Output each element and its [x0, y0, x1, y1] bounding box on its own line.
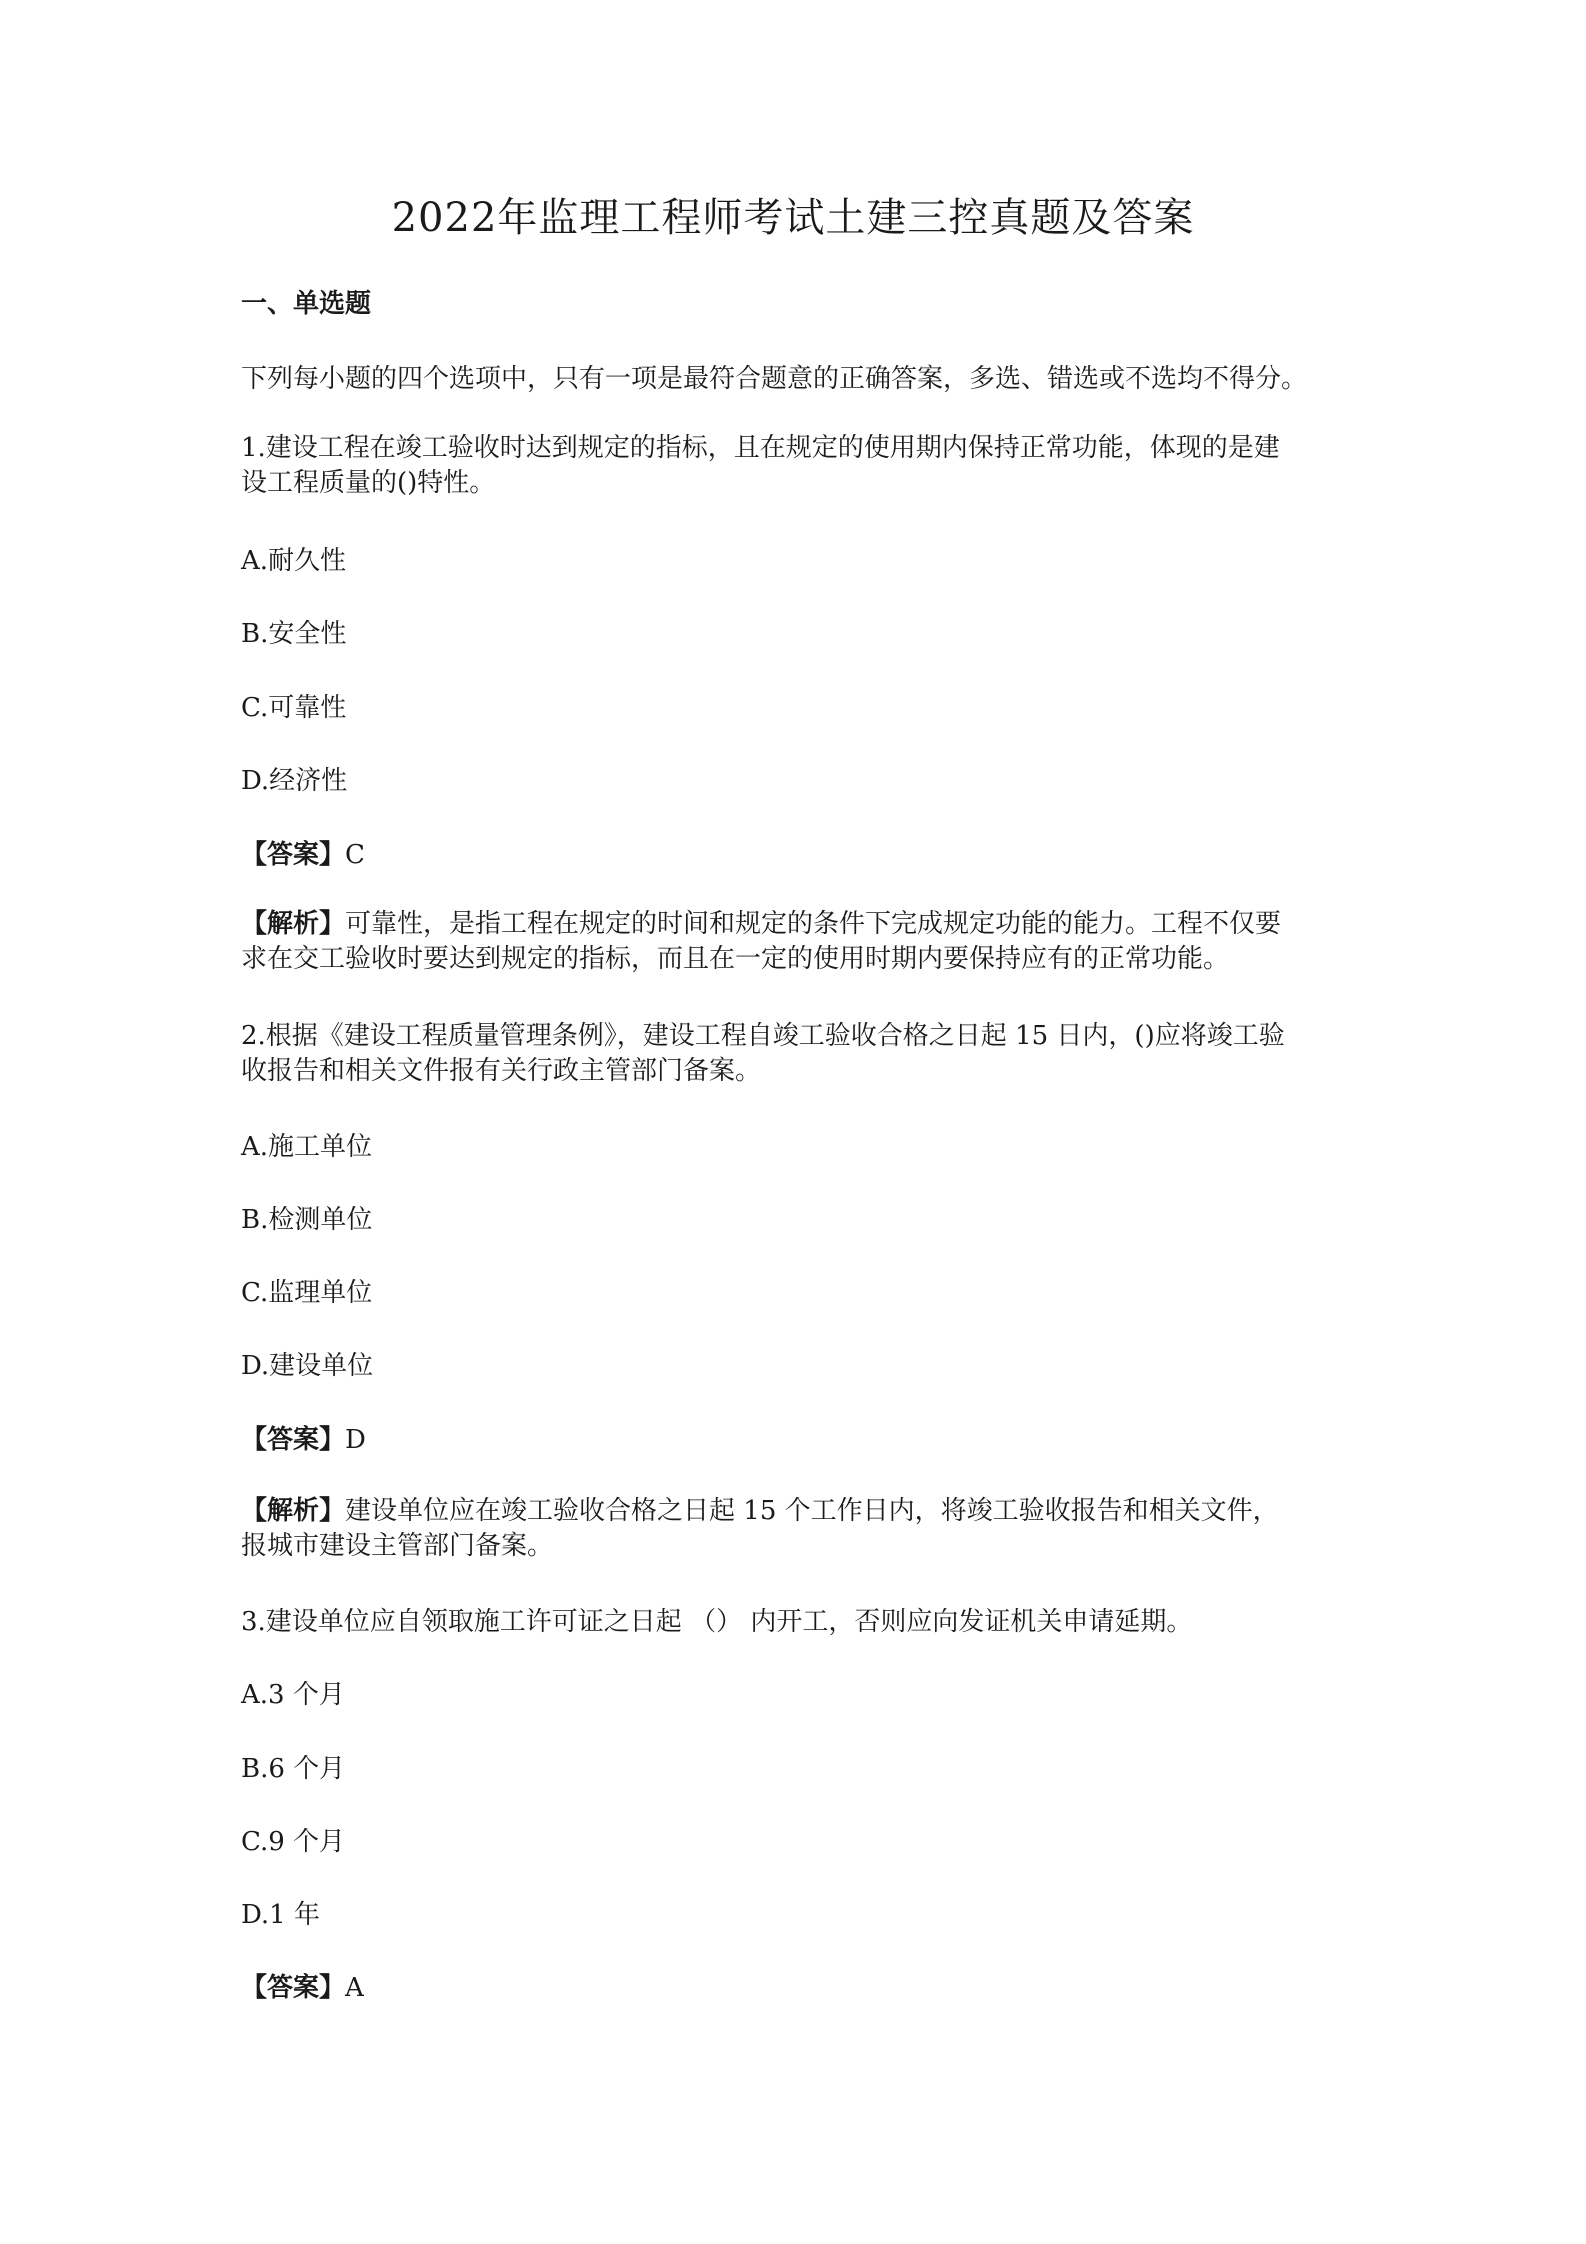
question-1-option-b: B.安全性 [241, 619, 347, 649]
question-2-stem-line-1: 2.根据《建设工程质量管理条例》，建设工程自竣工验收合格之日起 15 日内，()应将竣工验 [241, 1021, 1285, 1051]
question-2-answer [241, 1423, 1361, 1457]
question-1-stem-line-1: 1.建设工程在竣工验收时达到规定的指标，且在规定的使用期内保持正常功能，体现的是建 [241, 433, 1280, 463]
analysis-tag: 【解析】 [241, 909, 346, 939]
question-1-option-a: A.耐久性 [241, 546, 347, 576]
question-3-option-a: A.3 个月 [241, 1680, 345, 1710]
question-2-stem-line-2: 收报告和相关文件报有关行政主管部门备案。 [241, 1056, 762, 1086]
question-1-stem-line-2: 设工程质量的()特性。 [241, 468, 496, 498]
question-1-stem [241, 431, 1361, 501]
question-2-analysis-line-1 [241, 1494, 1361, 1529]
question-3-option-d: D.1 年 [241, 1900, 320, 1930]
answer-value: D [345, 1425, 366, 1455]
analysis-tag: 【解析】 [241, 1496, 346, 1526]
question-2-option-d: D.建设单位 [241, 1351, 374, 1381]
question-1-option-c: C.可靠性 [241, 693, 347, 723]
answer-tag: 【答案】 [241, 1973, 346, 2003]
question-2-option-c: C.监理单位 [241, 1278, 373, 1308]
question-2-option-a: A.施工单位 [241, 1132, 373, 1162]
question-3-answer [241, 1971, 1361, 2005]
question-1-option-d: D.经济性 [241, 766, 348, 796]
section-heading: 一、单选题 [241, 289, 372, 319]
question-3-option-c: C.9 个月 [241, 1827, 346, 1857]
answer-value: A [345, 1973, 364, 2003]
instructions-text: 下列每小题的四个选项中，只有一项是最符合题意的正确答案，多选、错选或不选均不得分。 [241, 364, 1308, 394]
answer-value: C [345, 840, 365, 870]
answer-tag: 【答案】 [241, 840, 346, 870]
question-3-option-b: B.6 个月 [241, 1754, 346, 1784]
document-title: 2022年监理工程师考试土建三控真题及答案 [391, 195, 1195, 241]
analysis-text: 可靠性，是指工程在规定的时间和规定的条件下完成规定功能的能力。工程不仅要 [345, 909, 1282, 939]
question-2-option-b: B.检测单位 [241, 1205, 373, 1235]
question-1-analysis-line-2: 求在交工验收时要达到规定的指标，而且在一定的使用时期内要保持应有的正常功能。 [241, 944, 1230, 974]
question-2-analysis [241, 1494, 1361, 1564]
question-1-answer [241, 838, 1361, 872]
question-2-analysis-line-2: 报城市建设主管部门备案。 [241, 1531, 554, 1561]
analysis-text: 建设单位应在竣工验收合格之日起 15 个工作日内，将竣工验收报告和相关文件， [345, 1496, 1279, 1526]
question-3-stem: 3.建设单位应自领取施工许可证之日起 （） 内开工，否则应向发证机关申请延期。 [241, 1607, 1193, 1637]
answer-tag: 【答案】 [241, 1425, 346, 1455]
question-1-analysis [241, 907, 1361, 977]
question-1-analysis-line-1 [241, 907, 1361, 942]
question-2-stem [241, 1019, 1361, 1089]
